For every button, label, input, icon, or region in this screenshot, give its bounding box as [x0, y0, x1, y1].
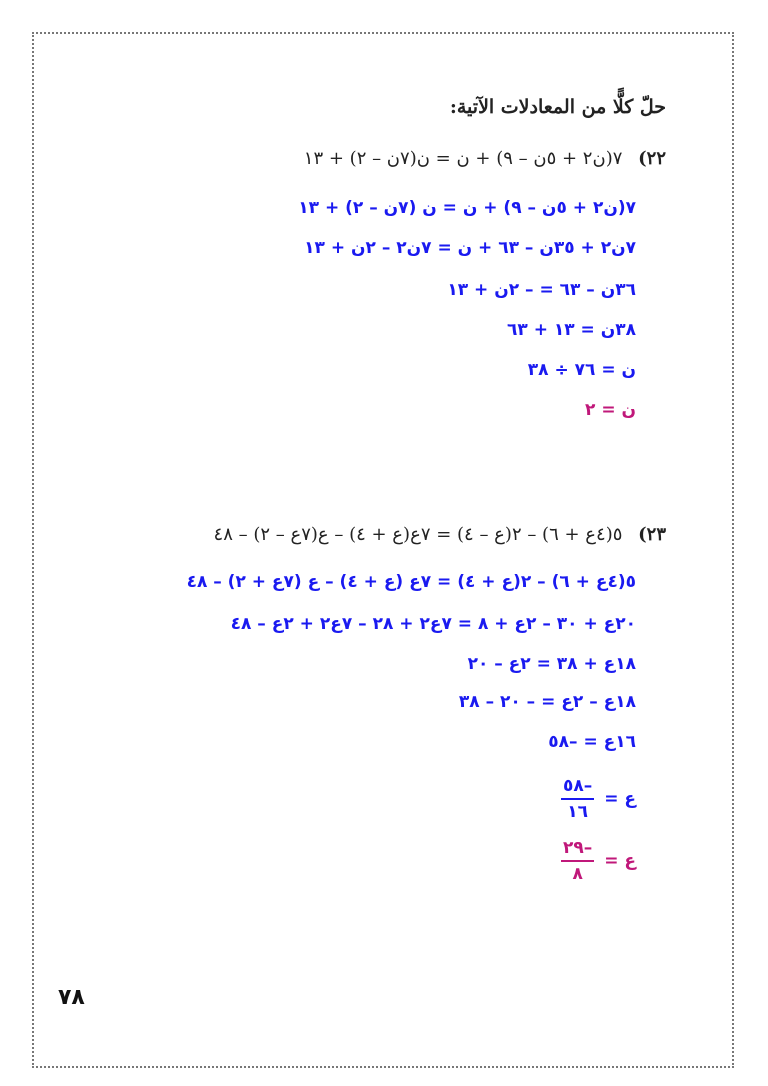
p22-step-5: ن = ٧٦ ÷ ٣٨ [527, 360, 636, 380]
page-frame [32, 32, 734, 1068]
problem-23-equation: ٥(٤ع + ٦) – ٢(ع – ٤) = ٧ع(ع + ٤) – ع(٧ع – ٢) – ٤٨ [213, 524, 623, 545]
p23-answer-denominator: ٨ [572, 864, 583, 884]
exercise-heading: حلّ كلًّا من المعادلات الآتية: [449, 96, 666, 118]
problem-22-number: ٢٢) [638, 148, 666, 169]
p23-step-1: ٥(٤ع + ٦) – ٢(ع + ٤) = ٧ع (ع + ٤) – ع (٧ع + ٢) – ٤٨ [186, 572, 636, 592]
problem-23 [214, 524, 666, 545]
p23-step-4: ١٨ع – ٢ع = – ٢٠ – ٣٨ [458, 692, 636, 712]
p23-fraction-lhs: ع = [604, 789, 636, 809]
p22-step-2: ٧ن٢ + ٣٥ن – ٦٣ + ن = ٧ن٢ – ٢ن + ١٣ [304, 238, 636, 258]
problem-22-equation: ٧(ن٢ + ٥ن – ٩) + ن = ن(٧ن – ٢) + ١٣ [303, 148, 623, 169]
p23-fraction-step [561, 776, 636, 822]
p23-answer-lhs: ع = [604, 851, 636, 871]
p23-step-5: ١٦ع = –٥٨ [548, 732, 636, 752]
p23-step-3: ١٨ع + ٣٨ = ٢ع – ٢٠ [467, 654, 636, 674]
p22-answer: ن = ٢ [585, 400, 636, 420]
problem-22 [304, 148, 666, 169]
page-number: ٧٨ [58, 985, 85, 1010]
p22-step-4: ٣٨ن = ١٣ + ٦٣ [507, 320, 636, 340]
p23-fraction [561, 776, 594, 822]
p23-fraction-numerator: –٥٨ [561, 776, 594, 800]
p23-step-2: ٢٠ع + ٣٠ – ٢ع + ٨ = ٧ع٢ + ٢٨ – ٧ع٢ + ٢ع – ٤٨ [230, 614, 636, 634]
p22-step-3: ٣٦ن – ٦٣ = – ٢ن + ١٣ [447, 280, 636, 300]
p22-step-1: ٧(ن٢ + ٥ن – ٩) + ن = ن (٧ن – ٢) + ١٣ [298, 198, 636, 218]
p23-answer-fraction [561, 838, 594, 884]
p23-fraction-denominator: ١٦ [567, 802, 589, 822]
problem-23-number: ٢٣) [638, 524, 666, 545]
p23-answer [561, 838, 636, 884]
p23-answer-numerator: –٢٩ [561, 838, 594, 862]
